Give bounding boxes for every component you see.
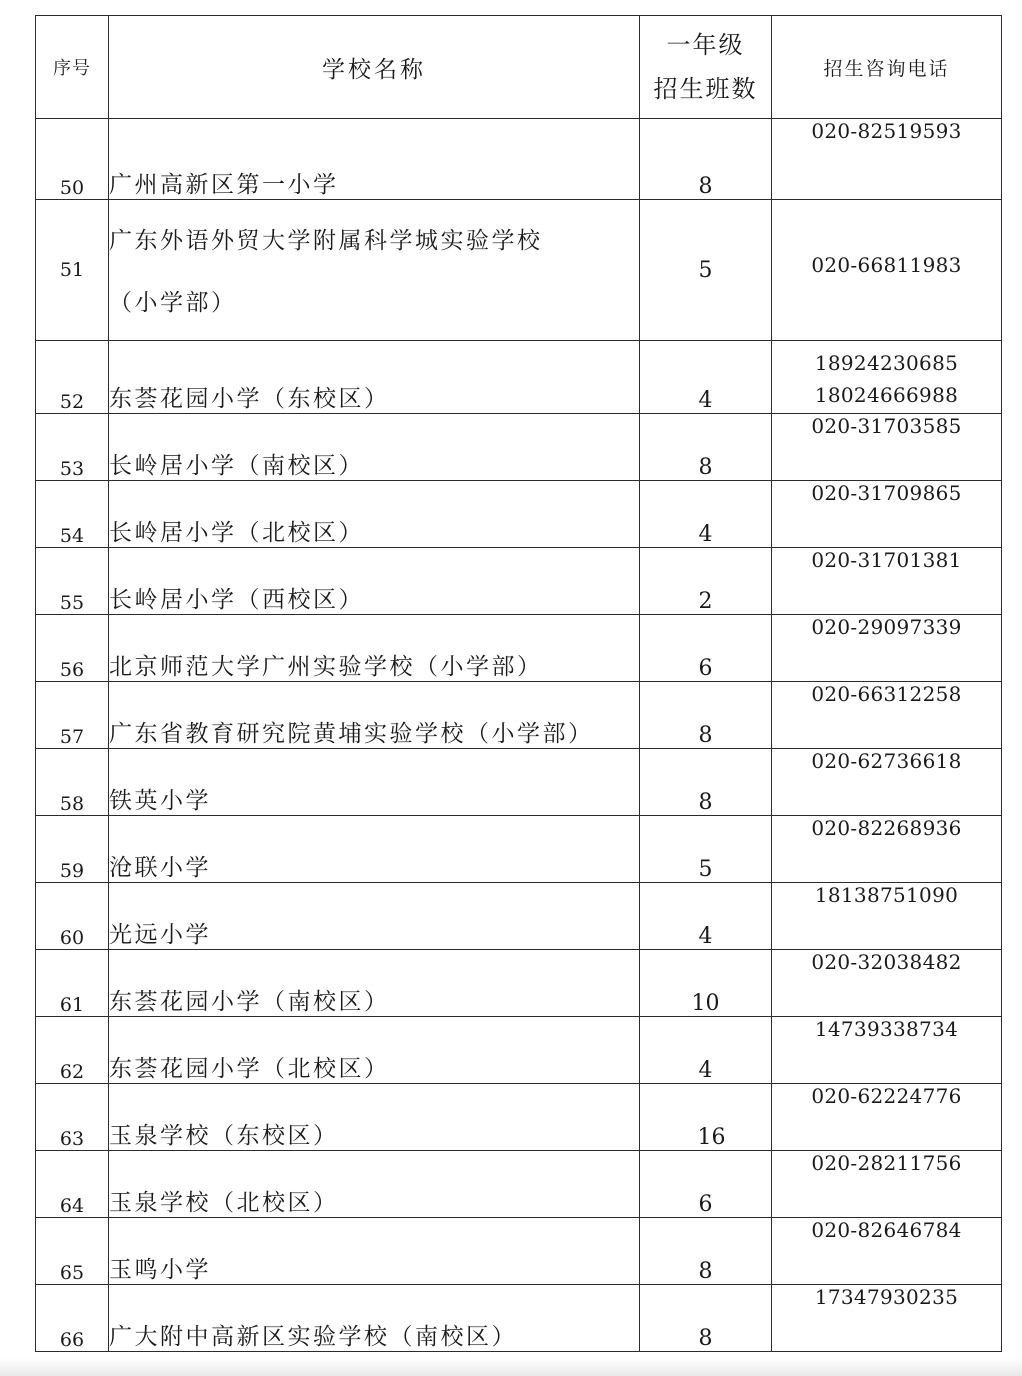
table-row bbox=[36, 883, 1002, 950]
phone-number: 020-31709865 bbox=[811, 481, 962, 505]
phone-number: 18024666988 bbox=[814, 383, 959, 407]
row-school-name: 沧联小学 bbox=[109, 816, 640, 883]
row-serial-number: 57 bbox=[36, 682, 109, 749]
row-serial-number: 51 bbox=[36, 200, 109, 341]
phone-number: 020-28211756 bbox=[811, 1151, 962, 1175]
school-enrollment-table bbox=[35, 15, 1002, 1352]
row-class-count: 6 bbox=[640, 615, 772, 682]
row-class-count: 4 bbox=[640, 481, 772, 548]
row-school-name: 光远小学 bbox=[109, 883, 640, 950]
row-phone bbox=[772, 749, 1002, 816]
phone-number: 17347930235 bbox=[814, 1285, 959, 1309]
row-class-count: 4 bbox=[640, 341, 772, 414]
table-row bbox=[36, 1285, 1002, 1352]
header-school-name: 学校名称 bbox=[109, 16, 640, 119]
table-row bbox=[36, 341, 1002, 414]
phone-number: 020-82519593 bbox=[811, 119, 962, 143]
row-class-count: 5 bbox=[640, 816, 772, 883]
row-school-name: 玉鸣小学 bbox=[109, 1218, 640, 1285]
row-phone bbox=[772, 816, 1002, 883]
phone-number: 18924230685 bbox=[814, 351, 959, 375]
row-phone bbox=[772, 1151, 1002, 1218]
row-serial-number: 55 bbox=[36, 548, 109, 615]
row-phone bbox=[772, 1084, 1002, 1151]
row-class-count: 8 bbox=[640, 1218, 772, 1285]
row-school-name: 长岭居小学（北校区） bbox=[109, 481, 640, 548]
phone-number: 020-82268936 bbox=[811, 816, 962, 840]
school-name-line1: 广东外语外贸大学附属科学城实验学校 bbox=[109, 228, 543, 254]
row-phone bbox=[772, 548, 1002, 615]
header-grade-one-classes bbox=[640, 16, 772, 119]
school-name-line2: （小学部） bbox=[109, 290, 237, 316]
row-serial-number: 65 bbox=[36, 1218, 109, 1285]
table-row bbox=[36, 119, 1002, 200]
header-classes-line2: 招生班数 bbox=[653, 75, 758, 103]
header-classes-line1: 一年级 bbox=[666, 31, 745, 59]
row-phone bbox=[772, 1285, 1002, 1352]
row-class-count: 8 bbox=[640, 682, 772, 749]
row-phone bbox=[772, 200, 1002, 341]
row-serial-number: 52 bbox=[36, 341, 109, 414]
row-school-name: 东荟花园小学（南校区） bbox=[109, 950, 640, 1017]
row-serial-number: 64 bbox=[36, 1151, 109, 1218]
phone-number: 020-31701381 bbox=[811, 548, 962, 572]
row-school-name: 铁英小学 bbox=[109, 749, 640, 816]
phone-number: 020-62224776 bbox=[811, 1084, 962, 1108]
row-class-count: 10 bbox=[640, 950, 772, 1017]
phone-number: 020-66312258 bbox=[811, 682, 962, 706]
row-school-name: 玉泉学校（北校区） bbox=[109, 1151, 640, 1218]
row-class-count: 2 bbox=[640, 548, 772, 615]
table-row bbox=[36, 682, 1002, 749]
phone-number: 020-32038482 bbox=[811, 950, 962, 974]
row-class-count bbox=[640, 1084, 772, 1151]
row-school-name: 长岭居小学（西校区） bbox=[109, 548, 640, 615]
phone-number: 020-66811983 bbox=[811, 253, 962, 277]
table-row bbox=[36, 200, 1002, 341]
row-phone bbox=[772, 119, 1002, 200]
row-class-count: 4 bbox=[640, 883, 772, 950]
row-phone bbox=[772, 481, 1002, 548]
row-phone bbox=[772, 682, 1002, 749]
phone-number: 020-82646784 bbox=[811, 1218, 962, 1242]
row-school-name: 广州高新区第一小学 bbox=[109, 119, 640, 200]
table-row bbox=[36, 481, 1002, 548]
row-phone bbox=[772, 414, 1002, 481]
row-serial-number: 60 bbox=[36, 883, 109, 950]
row-school-name: 广大附中高新区实验学校（南校区） bbox=[109, 1285, 640, 1352]
row-school-name: 东荟花园小学（东校区） bbox=[109, 341, 640, 414]
row-school-name: 东荟花园小学（北校区） bbox=[109, 1017, 640, 1084]
table-row bbox=[36, 414, 1002, 481]
row-serial-number: 50 bbox=[36, 119, 109, 200]
table-row bbox=[36, 615, 1002, 682]
row-serial-number: 63 bbox=[36, 1084, 109, 1151]
row-serial-number: 56 bbox=[36, 615, 109, 682]
row-class-count: 8 bbox=[640, 414, 772, 481]
table-row bbox=[36, 816, 1002, 883]
row-school-name: 玉泉学校（东校区） bbox=[109, 1084, 640, 1151]
row-class-count: 8 bbox=[640, 119, 772, 200]
header-serial-number: 序号 bbox=[36, 16, 109, 119]
phone-number: 020-31703585 bbox=[811, 414, 962, 438]
row-serial-number: 62 bbox=[36, 1017, 109, 1084]
row-class-count: 4 bbox=[640, 1017, 772, 1084]
row-serial-number: 54 bbox=[36, 481, 109, 548]
phone-number: 020-29097339 bbox=[811, 615, 962, 639]
phone-number: 18138751090 bbox=[814, 883, 959, 907]
row-school-name: 广东省教育研究院黄埔实验学校（小学部） bbox=[109, 682, 640, 749]
row-class-count: 5 bbox=[640, 200, 772, 341]
row-phone bbox=[772, 1017, 1002, 1084]
header-enrollment-phone: 招生咨询电话 bbox=[772, 16, 1002, 119]
row-phone bbox=[772, 950, 1002, 1017]
table-row bbox=[36, 1084, 1002, 1151]
row-phone bbox=[772, 341, 1002, 414]
row-serial-number: 66 bbox=[36, 1285, 109, 1352]
table-row bbox=[36, 548, 1002, 615]
row-phone bbox=[772, 615, 1002, 682]
row-phone bbox=[772, 1218, 1002, 1285]
row-serial-number: 61 bbox=[36, 950, 109, 1017]
row-serial-number: 58 bbox=[36, 749, 109, 816]
phone-number: 020-62736618 bbox=[811, 749, 962, 773]
row-serial-number: 59 bbox=[36, 816, 109, 883]
table-row bbox=[36, 1017, 1002, 1084]
row-class-count: 8 bbox=[640, 1285, 772, 1352]
class-count-value: 16 bbox=[697, 1125, 726, 1150]
row-class-count: 6 bbox=[640, 1151, 772, 1218]
table-header-row bbox=[36, 16, 1002, 119]
phone-number: 14739338734 bbox=[814, 1017, 959, 1041]
page-bottom-shadow bbox=[0, 1358, 1022, 1376]
table-row bbox=[36, 950, 1002, 1017]
table-row bbox=[36, 1151, 1002, 1218]
row-serial-number: 53 bbox=[36, 414, 109, 481]
table-row bbox=[36, 749, 1002, 816]
table-row bbox=[36, 1218, 1002, 1285]
row-school-name: 北京师范大学广州实验学校（小学部） bbox=[109, 615, 640, 682]
row-phone bbox=[772, 883, 1002, 950]
row-school-name bbox=[109, 200, 640, 341]
row-school-name: 长岭居小学（南校区） bbox=[109, 414, 640, 481]
row-class-count: 8 bbox=[640, 749, 772, 816]
